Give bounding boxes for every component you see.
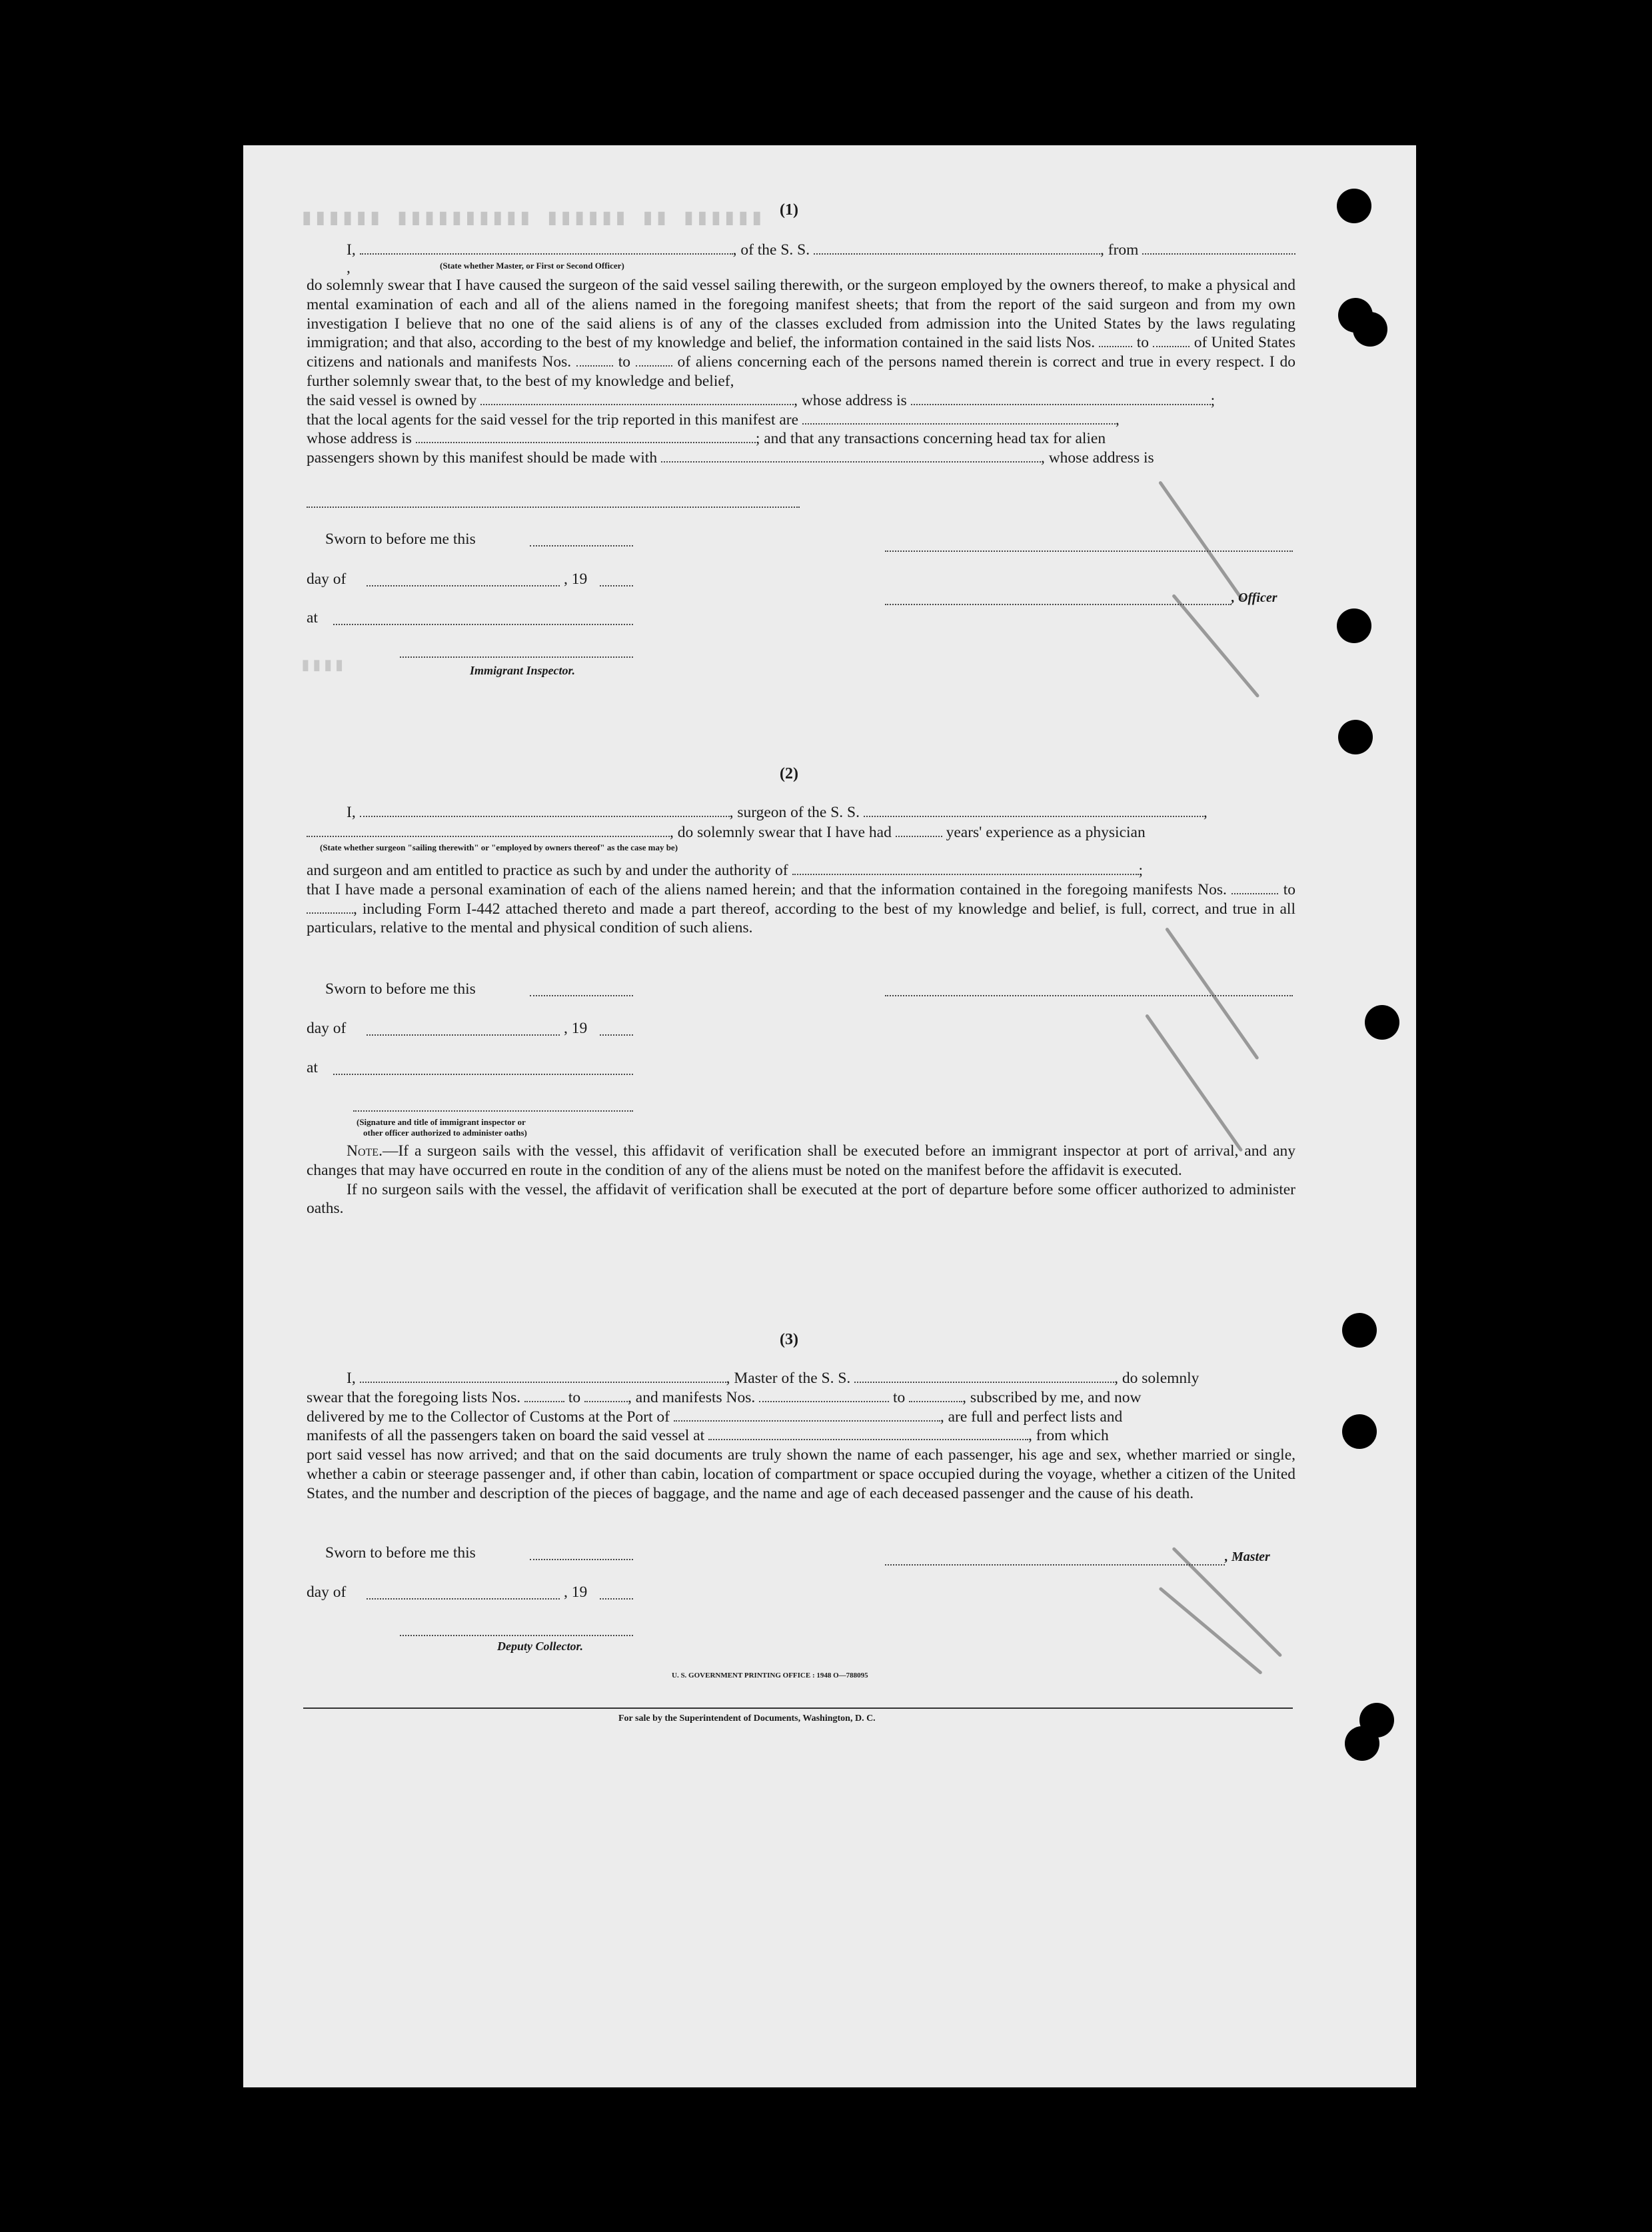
had-label: , do solemnly swear that I have had bbox=[670, 824, 892, 841]
master-vessel-field[interactable] bbox=[854, 1370, 1114, 1383]
section-2-body: and surgeon and am entitled to practice as such by and under the authority of ; that I have made a personal examination of each of the aliens named herein; and that the information contained in the foregoing manifests Nos. to , including Form I-442 attached thereto and made a part thereof, according to the best of my knowledge and belief, is full, correct, and true in all particulars, relative to the mental and physical condition of such aliens. bbox=[307, 862, 1296, 937]
head-tax-party-field[interactable] bbox=[661, 449, 1041, 463]
master-label: , Master bbox=[1225, 1550, 1270, 1564]
collector-port-field[interactable] bbox=[674, 1408, 940, 1422]
oath-start: I, bbox=[347, 1370, 356, 1387]
section-2-experience-line bbox=[307, 824, 1296, 842]
signature-caption-2: other officer authorized to administer oaths) bbox=[363, 1128, 527, 1138]
printing-office-imprint: U. S. GOVERNMENT PRINTING OFFICE : 1948 O—788095 bbox=[672, 1672, 868, 1679]
day-of-label-1: day of bbox=[307, 570, 347, 588]
officer-name-field[interactable] bbox=[360, 241, 733, 255]
bleed-through-mark: ▮▮▮▮ bbox=[300, 653, 345, 675]
manifest-text: of United States citizens and nationals and manifests Nos. bbox=[307, 334, 1296, 371]
punch-hole bbox=[1337, 189, 1371, 223]
signature-caption-1: (Signature and title of immigrant inspector or bbox=[357, 1117, 526, 1127]
authority-field[interactable] bbox=[792, 862, 1139, 875]
head-tax-text: ; and that any transactions concerning head tax for alien bbox=[755, 430, 1106, 448]
section-1-body: do solemnly swear that I have caused the surgeon of the said vessel sailing therewith, or the surgeon employed by the owners thereof, to make a physical and mental examination of each and all of the aliens named in the foregoing manifest sheets; that from the report of the said surgeon and from my own investigation I believe that no one of the said aliens is of any of the classes excluded from admission into the United States by the laws regulating immigration; and that also, according to the best of my knowledge and belief, the information contained in the said lists Nos. to of United States citizens and nationals and manifests Nos. to of aliens concerning each of the persons named therein is correct and true in every respect. I do further solemnly swear that, to the best of my knowledge and belief, the said vessel is owned by , whose address is ; that the local agents for the said vessel for the trip reported in this manifest are , whose address is ; and that any transactions concerning head tax for alien passengers shown by this manifest should be made with , whose address is bbox=[307, 277, 1296, 467]
citizen-list-to-field[interactable] bbox=[1153, 334, 1190, 347]
note-label: Note. bbox=[347, 1142, 383, 1160]
and-manifests-label: , and manifests Nos. bbox=[628, 1388, 756, 1406]
section-2-number: (2) bbox=[780, 765, 798, 782]
year-label-2: , 19 bbox=[564, 1020, 588, 1037]
surgeon-status-caption: (State whether surgeon "sailing therewith" or "employed by owners thereof" as the case may be) bbox=[320, 842, 678, 852]
inspector-signature-line-2[interactable] bbox=[353, 1110, 633, 1112]
local-agents-label: that the local agents for the said vessel for the trip reported in this manifest are bbox=[307, 411, 799, 429]
note-block bbox=[307, 1142, 1295, 1218]
subscribed-label: , subscribed by me, and now bbox=[962, 1388, 1142, 1406]
punch-hole bbox=[1338, 720, 1373, 754]
solemnly-label: , do solemnly bbox=[1114, 1370, 1200, 1387]
note-text-2: If no surgeon sails with the vessel, the affidavit of verification shall be executed at the port of departure before some officer authorized to administer oaths. bbox=[307, 1180, 1295, 1218]
section-1-number: (1) bbox=[780, 201, 798, 219]
years-label: years' experience as a physician bbox=[946, 824, 1146, 841]
day-of-label-2: day of bbox=[307, 1020, 347, 1037]
alien-manifest-to-field[interactable] bbox=[636, 353, 672, 367]
deputy-signature-line[interactable] bbox=[400, 1635, 633, 1636]
section-3-number: (3) bbox=[780, 1331, 798, 1348]
section-2-oath-text-end: , including Form I-442 attached thereto and made a part thereof, according to the best of my knowledge and belief, is full, correct, and true in all particulars, relative to the mental and physical condition of such aliens. bbox=[307, 900, 1295, 937]
embarkation-port-field[interactable] bbox=[708, 1427, 1028, 1440]
surgeon-signature-line[interactable] bbox=[885, 995, 1293, 996]
day-of-field-1[interactable] bbox=[367, 585, 560, 586]
s3-list-to-field[interactable] bbox=[584, 1389, 628, 1402]
sworn-date-field-3[interactable] bbox=[530, 1559, 633, 1560]
s2-manifest-from-field[interactable] bbox=[1232, 881, 1278, 894]
oath-start: I, bbox=[347, 241, 356, 259]
surgeon-status-field[interactable] bbox=[307, 824, 670, 837]
punch-hole bbox=[1345, 1726, 1379, 1761]
punch-hole bbox=[1365, 1005, 1399, 1040]
day-of-field-3[interactable] bbox=[367, 1598, 560, 1600]
section-2-oath-text: that I have made a personal examination of each of the aliens named herein; and that the information contained in the foregoing manifests Nos. bbox=[307, 880, 1227, 898]
at-field-2[interactable] bbox=[333, 1074, 633, 1075]
s3-manifest-to-field[interactable] bbox=[909, 1389, 962, 1402]
year-label-3: , 19 bbox=[564, 1584, 588, 1601]
to-label: to bbox=[568, 1388, 581, 1406]
s3-list-from-field[interactable] bbox=[524, 1389, 564, 1402]
to-label: to bbox=[893, 1388, 906, 1406]
delivered-label: delivered by me to the Collector of Customs at the Port of bbox=[307, 1408, 670, 1426]
punch-hole bbox=[1337, 608, 1371, 643]
s3-manifest-from-field[interactable] bbox=[759, 1389, 889, 1402]
from-label: , from bbox=[1100, 241, 1139, 259]
sworn-label-2: Sworn to before me this bbox=[325, 980, 476, 998]
at-field-1[interactable] bbox=[333, 624, 633, 625]
footer-rule bbox=[303, 1707, 1293, 1709]
owned-by-label: the said vessel is owned by bbox=[307, 391, 477, 409]
local-agents-field[interactable] bbox=[802, 411, 1116, 425]
day-of-label-3: day of bbox=[307, 1584, 347, 1601]
manifest-text-continued: of aliens concerning each of the persons named therein is correct and true in every respect. I do further solemnly swear that, to the best of my knowledge and belief, bbox=[307, 353, 1296, 390]
sworn-label-3: Sworn to before me this bbox=[325, 1544, 476, 1562]
authority-label: and surgeon and am entitled to practice as such by and under the authority of bbox=[307, 862, 788, 879]
agents-address-field[interactable] bbox=[416, 430, 756, 443]
section-3-body bbox=[307, 1369, 1295, 1504]
at-label-2: at bbox=[307, 1059, 318, 1076]
punch-hole bbox=[1353, 312, 1387, 347]
bleed-through-mark: ▮▮▮▮▮▮ ▮▮ ▮▮▮▮▮▮ ▮▮▮▮▮▮▮▮▮▮ ▮▮▮▮▮▮ bbox=[300, 207, 764, 233]
owner-field[interactable] bbox=[480, 392, 794, 405]
from-which-label: , from which bbox=[1028, 1427, 1109, 1445]
surgeon-vessel-field[interactable] bbox=[864, 804, 1204, 817]
section-2-oath-line: I, , surgeon of the S. S. , bbox=[347, 804, 1208, 821]
oath-start: I, bbox=[347, 804, 356, 821]
punch-hole bbox=[1342, 1313, 1377, 1348]
sworn-date-field-2[interactable] bbox=[530, 995, 633, 996]
officer-signature-line[interactable] bbox=[885, 551, 1293, 552]
s2-manifest-to-field[interactable] bbox=[307, 900, 353, 914]
swear-lists-label: swear that the foregoing lists Nos. bbox=[307, 1388, 521, 1406]
address-continuation-line[interactable] bbox=[307, 507, 800, 508]
deputy-collector-label: Deputy Collector. bbox=[497, 1640, 583, 1653]
passengers-text: passengers shown by this manifest should be made with bbox=[307, 449, 658, 467]
citizen-list-from-field[interactable] bbox=[1099, 334, 1132, 347]
of-ss-label: , of the S. S. bbox=[732, 241, 810, 259]
year-label-1: , 19 bbox=[564, 570, 588, 588]
master-of-label: , Master of the S. S. bbox=[726, 1370, 851, 1387]
to-label: to bbox=[1136, 334, 1150, 352]
inspector-signature-line[interactable] bbox=[400, 656, 633, 658]
surgeon-of-label: , surgeon of the S. S. bbox=[729, 804, 860, 821]
years-experience-field[interactable] bbox=[896, 824, 942, 837]
master-name-field[interactable] bbox=[360, 1370, 726, 1383]
vessel-name-field[interactable] bbox=[814, 241, 1100, 255]
to-label: to bbox=[618, 353, 630, 371]
day-of-field-2[interactable] bbox=[367, 1034, 560, 1036]
manifests-all-label: manifests of all the passengers taken on board the said vessel at bbox=[307, 1427, 705, 1445]
sworn-date-field-1[interactable] bbox=[530, 545, 633, 547]
whose-address-label: whose address is bbox=[307, 430, 412, 448]
immigrant-inspector-label: Immigrant Inspector. bbox=[470, 664, 576, 677]
section-3-oath-text: port said vessel has now arrived; and that on the said documents are truly shown the name of each passenger, his age and sex, whether married or single, whether a cabin or steerage passenger and, if other than cabin, location of compartment or space occupied during the voyage, whether a citizen of the United States, and the number and description of the pieces of baggage, and the name and age of each deceased passenger and the cause of his death. bbox=[307, 1446, 1295, 1502]
year-field-2[interactable] bbox=[600, 1034, 633, 1036]
full-perfect-label: , are full and perfect lists and bbox=[940, 1408, 1123, 1426]
for-sale-notice: For sale by the Superintendent of Documents, Washington, D. C. bbox=[618, 1713, 876, 1723]
whose-address-label: , whose address is bbox=[794, 391, 907, 409]
year-field-3[interactable] bbox=[600, 1598, 633, 1600]
section-1-oath-line: I, , of the S. S. , from , bbox=[347, 241, 1296, 277]
at-label-1: at bbox=[307, 609, 318, 626]
to-label: to bbox=[1283, 880, 1296, 898]
note-text-1: —If a surgeon sails with the vessel, this affidavit of verification shall be executed before an immigrant inspector at port of arrival, and any changes that may have occurred en route in the condition of any of the aliens must be noted on the manifest before the affidavit is executed. bbox=[307, 1142, 1295, 1179]
from-port-field[interactable] bbox=[1142, 241, 1295, 255]
year-field-1[interactable] bbox=[600, 585, 633, 586]
officer-title-line[interactable] bbox=[885, 604, 1232, 605]
officer-label: , Officer bbox=[1232, 590, 1277, 605]
officer-caption: (State whether Master, or First or Second Officer) bbox=[440, 261, 624, 271]
owner-address-field[interactable] bbox=[911, 392, 1211, 405]
whose-address-label: , whose address is bbox=[1040, 449, 1154, 467]
surgeon-name-field[interactable] bbox=[360, 804, 730, 817]
master-signature-line[interactable] bbox=[885, 1564, 1225, 1566]
punch-hole bbox=[1342, 1414, 1377, 1449]
alien-manifest-from-field[interactable] bbox=[576, 353, 613, 367]
section-1-oath-text: do solemnly swear that I have caused the surgeon of the said vessel sailing therewith, or the surgeon employed by the owners thereof, to make a physical and mental examination of each and all of the aliens named in the foregoing manifest sheets; that from the report of the said surgeon and from my own investigation I believe that no one of the said aliens is of any of the classes excluded from admission into the United States by the laws regulating immigration; and that also, according to the best of my knowledge and belief, the information contained in the said lists Nos. bbox=[307, 277, 1295, 352]
sworn-label-1: Sworn to before me this bbox=[325, 531, 476, 548]
